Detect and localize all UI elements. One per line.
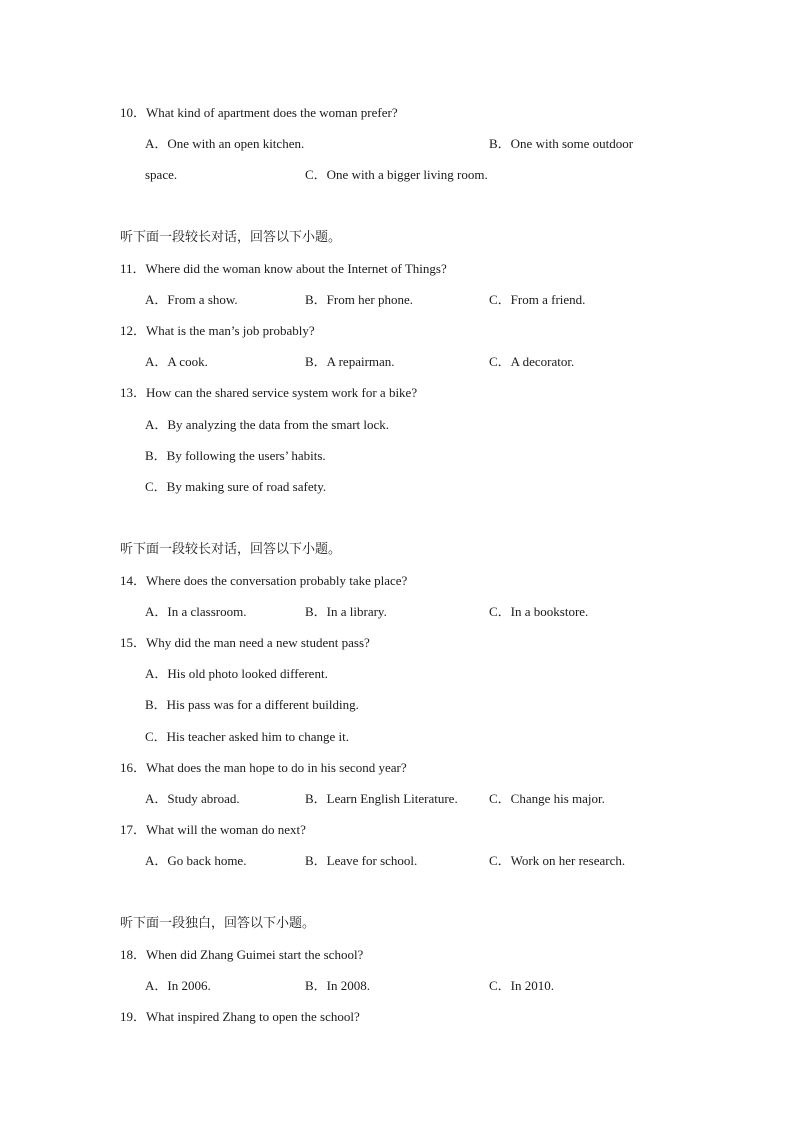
q10-option-b: B．One with some outdoor [489,136,634,151]
q18-option-a: A．In 2006. [145,978,211,993]
q17-option-b: B．Leave for school. [305,853,418,868]
q14-option-c: C．In a bookstore. [489,604,589,619]
q12-option-a: A．A cook. [145,354,208,369]
question-10: 10．What kind of apartment does the woman prefer? [120,105,398,120]
q17-option-a: A．Go back home. [145,853,247,868]
question-19: 19．What inspired Zhang to open the school? [120,1009,360,1024]
q13-option-c: C．By making sure of road safety. [145,479,327,494]
q16-option-a: A．Study abroad. [145,791,240,806]
q10-option-b-continued: space. [145,167,178,182]
q18-option-c: C．In 2010. [489,978,555,993]
q12-option-b: B．A repairman. [305,354,395,369]
q10-option-c: C．One with a bigger living room. [305,167,488,182]
question-16: 16．What does the man hope to do in his second year? [120,760,407,775]
q12-option-c: C．A decorator. [489,354,575,369]
q14-option-a: A．In a classroom. [145,604,247,619]
question-14: 14．Where does the conversation probably take place? [120,573,408,588]
question-12: 12．What is the man’s job probably? [120,323,315,338]
question-11: 11．Where did the woman know about the Internet of Things? [120,261,447,276]
section-instruction-1: 听下面一段较长对话，回答以下小题。 [120,230,342,245]
q17-option-c: C．Work on her research. [489,853,626,868]
q13-option-a: A．By analyzing the data from the smart lock. [145,417,390,432]
section-instruction-2: 听下面一段较长对话，回答以下小题。 [120,542,342,557]
q11-option-c: C．From a friend. [489,292,586,307]
q16-option-b: B．Learn English Literature. [305,791,458,806]
question-13: 13．How can the shared service system work for a bike? [120,385,418,400]
q18-option-b: B．In 2008. [305,978,371,993]
q14-option-b: B．In a library. [305,604,387,619]
q15-option-c: C．His teacher asked him to change it. [145,729,349,744]
q15-option-b: B．His pass was for a different building. [145,697,359,712]
q13-option-b: B．By following the users’ habits. [145,448,326,463]
q11-option-a: A．From a show. [145,292,238,307]
question-18: 18．When did Zhang Guimei start the school? [120,947,364,962]
q16-option-c: C．Change his major. [489,791,605,806]
section-instruction-3: 听下面一段独白，回答以下小题。 [120,916,316,931]
question-15: 15．Why did the man need a new student pass? [120,635,370,650]
q10-option-a: A．One with an open kitchen. [145,136,305,151]
question-17: 17．What will the woman do next? [120,822,306,837]
q15-option-a: A．His old photo looked different. [145,666,328,681]
q11-option-b: B．From her phone. [305,292,413,307]
